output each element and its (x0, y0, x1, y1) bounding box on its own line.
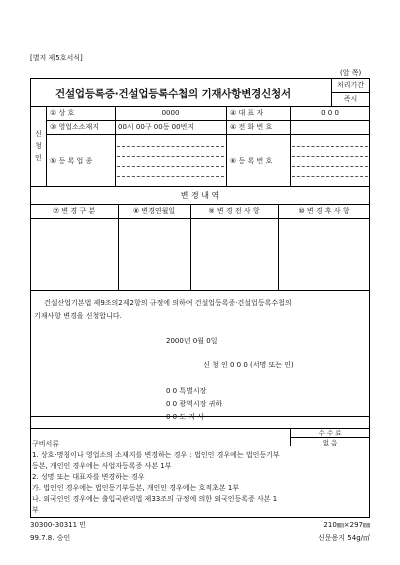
doc-item-4: 가. 법인인 경우에는 법인등기부등본, 개인인 경우에는 호적초본 1부 (32, 484, 240, 492)
footer-approval: 99.7.8. 승인 (30, 534, 71, 542)
required-docs-label: 구비서류 (32, 440, 60, 448)
application-date: 2000년 0월 0일 (166, 337, 218, 345)
col-after: ⑩ 변 경 후 사 항 (298, 207, 350, 215)
fee-value: 없 음 (322, 439, 338, 447)
statement-line-2: 기재사항 변경을 신청합니다. (34, 312, 122, 320)
col-change-type: ⑦ 변 경 구 분 (52, 207, 96, 215)
recipient-1: 0 0 특별시장 (166, 387, 207, 395)
col-change-date: ⑧ 변경연월일 (132, 207, 176, 215)
fee-label: 수 수 료 (318, 429, 342, 437)
trade-name-value: 0000 (161, 109, 180, 117)
doc-item-5: 나. 외국인인 경우에는 출입국관리법 제33조의 규정에 의한 외국인등록증 사본 1 (32, 495, 278, 503)
phone-label: ④ 전 화 번 호 (230, 123, 273, 131)
registration-number-label: ⑥ 등 록 번 호 (230, 157, 273, 165)
office-address-value: 00시 00구 00동 00번지 (118, 123, 195, 131)
registered-type-label: ⑤ 등 록 업 종 (50, 157, 93, 165)
footer-code: 30300-30311 민 (30, 521, 87, 529)
recipient-3: 0 0 도 지 사 (166, 413, 205, 421)
doc-item-3: 2. 성명 또는 대표자를 변경하는 경우 (32, 473, 145, 481)
processing-period-value: 즉시 (343, 95, 358, 103)
office-address-label: ③ 영업소소재지 (50, 123, 100, 131)
applicant-side-label: 신 청 인 (35, 130, 42, 162)
doc-item-2: 등본, 개인인 경우에는 사업자등록증 사본 1부 (32, 462, 172, 470)
representative-value: 0 0 0 (321, 109, 339, 117)
doc-item-1: 1. 상호·명칭이나 영업소의 소재지를 변경하는 경우 : 법인인 경우에는 법인등기부 (32, 451, 280, 459)
recipient-2: 0 0 광역시장 귀하 (166, 400, 223, 408)
form-number: [별지 제5호서식] (30, 54, 83, 62)
doc-item-6: 부 (32, 506, 39, 514)
form-title: 건설업등록증·건설업등록수첩의 기재사항변경신청서 (55, 88, 291, 100)
processing-period-label: 처리기간 (336, 81, 365, 89)
representative-label: ④ 대 표 자 (230, 109, 264, 117)
footer-size: 210㎜×297㎜ (323, 521, 370, 529)
trade-name-label: ① 상 호 (50, 109, 75, 117)
footer-paper: 신문용지 54g/㎡ (318, 534, 370, 542)
applicant-signature-line: 신 청 인 0 0 0 (서명 또는 인) (203, 361, 294, 369)
side-note: (앞 쪽) (340, 69, 362, 77)
col-before: ⑨ 변 경 전 사 항 (208, 207, 260, 215)
changes-section-title: 변 경 내 역 (180, 191, 220, 200)
statement-line-1: 건설산업기본법 제9조의2제2항의 규정에 의하여 건설업등록증·건설업등록수첩의 (44, 299, 292, 307)
